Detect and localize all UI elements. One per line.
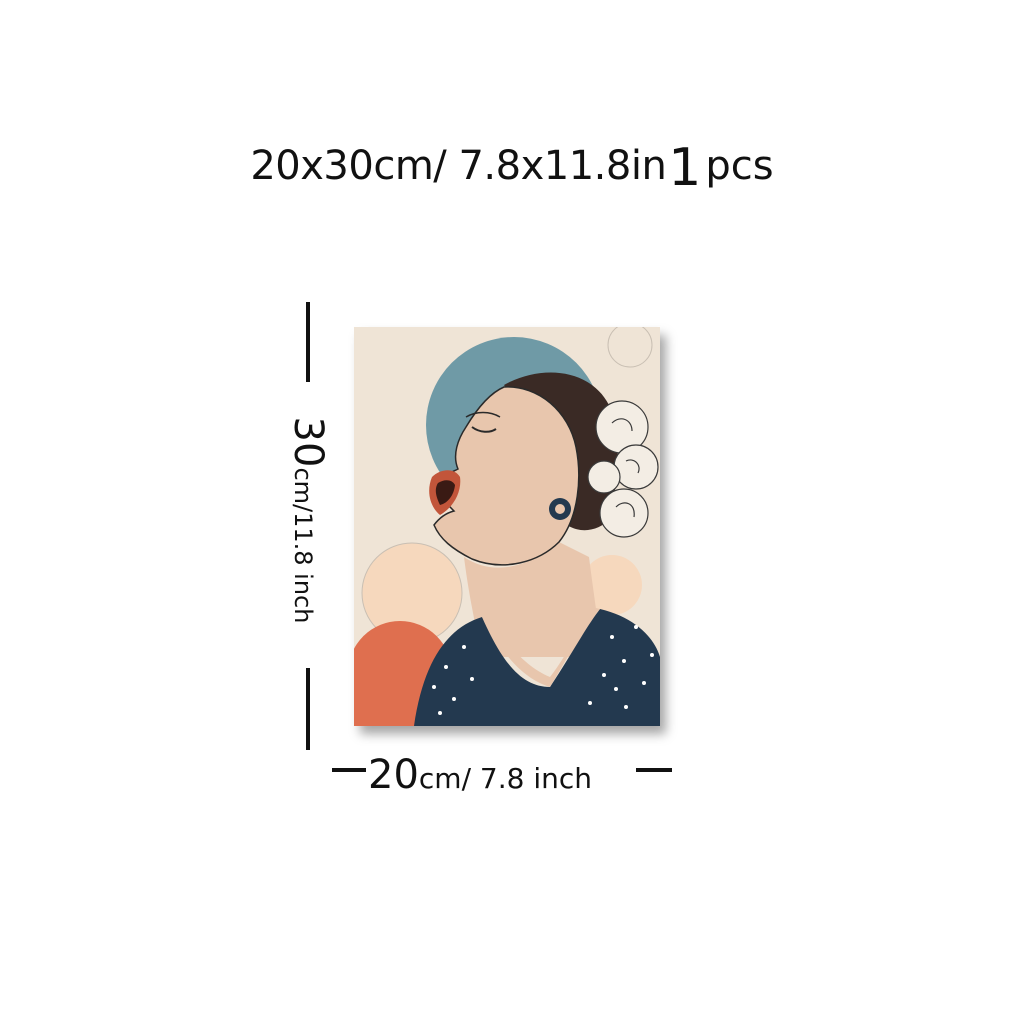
width-unit: cm/ 7.8 inch [418,762,593,795]
size-text: 20x30cm/ 7.8x11.8in [250,143,667,189]
height-unit: cm/11.8 inch [289,467,317,624]
height-value: 30 [285,416,331,468]
height-dimension-bar-bottom [306,668,310,750]
width-dimension-bar-left [332,768,366,772]
quantity-unit: pcs [705,143,774,189]
width-dimension-label [368,752,592,798]
product-size-heading [0,138,1024,198]
singer-portrait-illustration [354,327,660,726]
quantity-number: 1 [668,138,702,198]
width-value: 20 [368,752,419,798]
poster-artwork [354,327,660,726]
width-dimension-bar-right [636,768,672,772]
height-dimension-bar-top [306,302,310,382]
earring-hole [555,504,565,514]
